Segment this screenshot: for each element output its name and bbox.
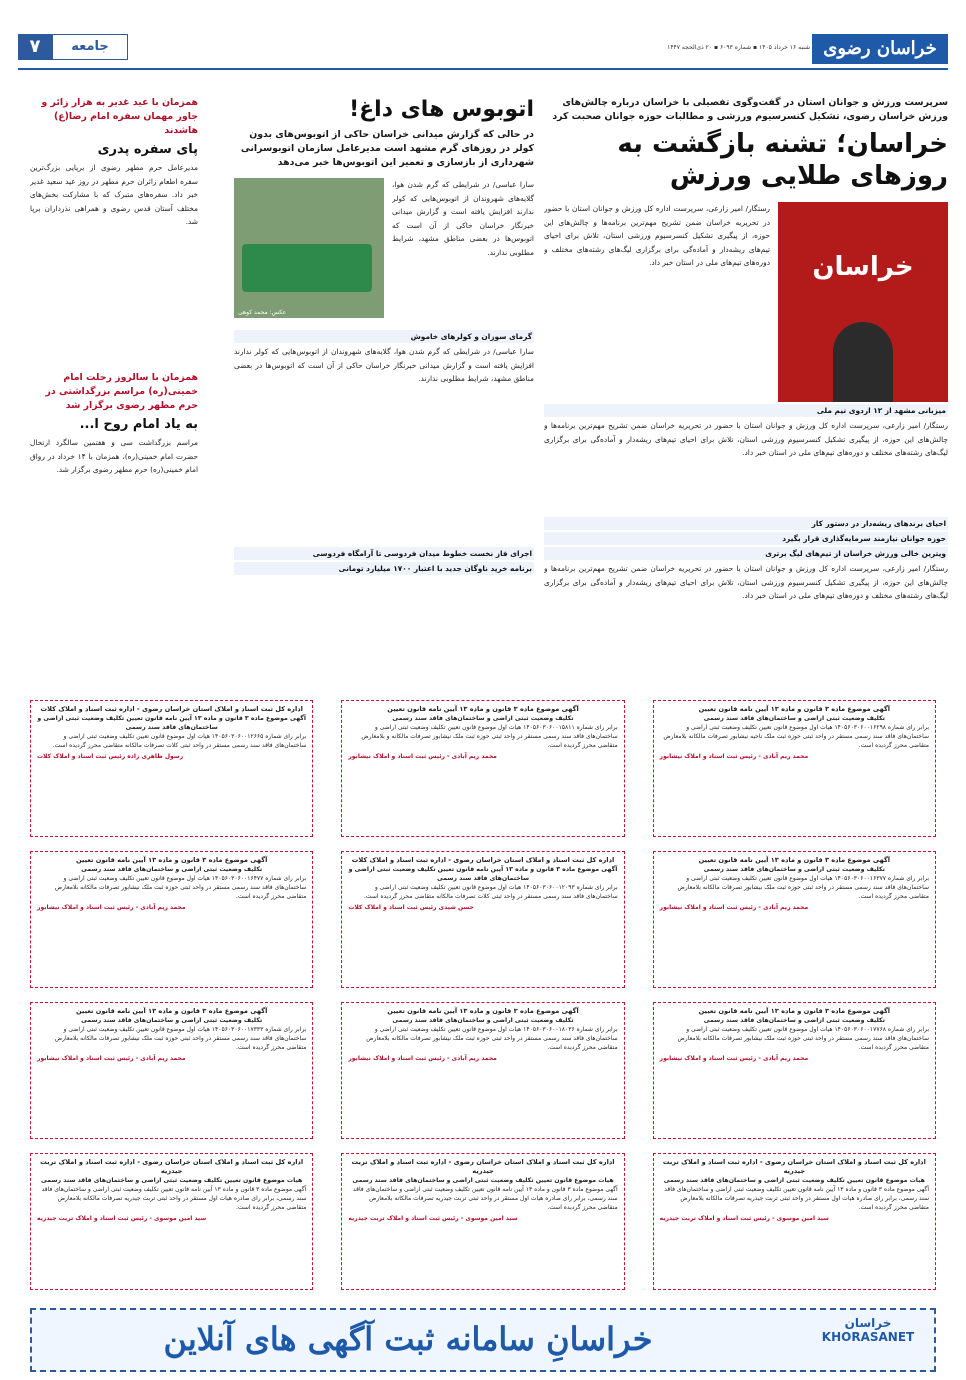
notice-subtitle: آگهی موضوع ماده ۳ قانون و ماده ۱۳ آیین نامه قانون تعیین تکلیف وضعیت ثبتی اراضی و ساختمان‌های فاقد سند رسمی	[348, 866, 618, 882]
bus-article-body-2: سارا عباسی/ در شرایطی که گرم شدن هوا، گلایه‌های شهروندان از اتوبوس‌هایی که کولر ندارند افزایش یافته است و گزارش میدانی خبرنگار خراسان حاکی از آن است که اتوبوس‌ها در بعضی مناطق مشهد، شرایط مطلوبی ندارند.	[234, 347, 534, 384]
bus-shape	[242, 244, 372, 292]
side-item1-body: مدیرعامل حرم مطهر رضوی از برپایی بزرگ‌ترین سفره اطعام زائران حرم مطهر در روز عید سعید غدیر خبر داد. سفره‌های متبرک که با مشارکت بخش‌های مختلف آستان قدس رضوی و همراهی نذرداران برپا شد.	[30, 163, 198, 227]
notice-subtitle: تکلیف وضعیت ثبتی اراضی و ساختمان‌های فاقد سند رسمی	[81, 866, 263, 873]
side-item2-body: مراسم بزرگداشت سی و هفتمین سالگرد ارتحال حضرت امام خمینی(ره)، همزمان با ۱۴ خرداد در رواق امام خمینی(ره) حرم مطهر رضوی برگزار شد.	[30, 438, 198, 475]
photo-caption: عکس: محمد کوهی	[238, 309, 287, 316]
notice-signature: محمد ریم آبادی - رئیس ثبت اسناد و املاک نیشابور	[348, 1055, 497, 1062]
notice-title: آگهی موضوع ماده ۳ قانون و ماده ۱۳ آیین نامه قانون تعیین	[75, 856, 268, 864]
notice-body: برابر رای شماره ۱۴۰۵۶۰۳۰۶۰۰۱۲۰۹۳ هیات اول موضوع قانون تعیین تکلیف وضعیت ثبتی اراضی و ساختمان‌های فاقد سند رسمی مستقر در واحد ثبتی کلات تصرفات مالکانه متقاضی محرز گردیده است.	[364, 884, 618, 900]
notice-title: اداره کل ثبت اسناد و املاک استان خراسان رضوی - اداره ثبت اسناد و املاک تربت جیدریه	[662, 1158, 926, 1175]
notice-body: برابر رای شماره ۱۴۰۵۶۰۳۰۶۰۰۱۶۲۹۸ هیات اول موضوع قانون تعیین تکلیف وضعیت ثبتی اراضی و ساختمان‌های فاقد سند رسمی مستقر در واحد ثبتی حوزه ثبت ملک ناحیه نیشابور تصرفات مالکانه بلامعارض متقاضی محرز گردیده است.	[663, 724, 929, 749]
main-subhead-2: احیای برندهای ریشه‌دار در دستور کار	[544, 517, 948, 530]
notice-title: آگهی موضوع ماده ۳ قانون و ماده ۱۳ آیین نامه قانون تعیین	[75, 1007, 268, 1015]
notice-body: برابر رای شماره ۱۴۰۵۶۰۳۰۶۰۰۱۸۰۳۶ هیات اول موضوع قانون تعیین تکلیف وضعیت ثبتی اراضی و ساختمان‌های فاقد سند رسمی مستقر در واحد ثبتی حوزه ثبت ملک نیشابور تصرفات مالکانه بلامعارض متقاضی محرز گردیده است.	[366, 1026, 618, 1051]
legal-notice[interactable]	[30, 851, 313, 988]
side-item1-kicker: همزمان با عید غدیر به هزار زائر و جاور مهمان سفره امام رضا(ع) هاشدند	[41, 97, 198, 136]
bus-subhead-1: گرمای سوزان و کولرهای خاموش	[234, 330, 534, 343]
section-badge	[18, 34, 128, 60]
notice-title: آگهی موضوع ماده ۳ قانون و ماده ۱۳ آیین نامه قانون تعیین	[698, 1007, 891, 1015]
bus-article-headline[interactable]: اتوبوس های داغ!	[349, 97, 534, 122]
main-subhead-1: میزبانی مشهد از ۱۲ اردوی تیم ملی	[544, 404, 948, 417]
legal-notice[interactable]	[341, 851, 624, 988]
legal-notice[interactable]	[341, 1002, 624, 1139]
notice-subtitle: تکلیف وضعیت ثبتی اراضی و ساختمان‌های فاقد سند رسمی	[703, 866, 885, 873]
notice-title: اداره کل ثبت اسناد و املاک استان خراسان رضوی - اداره ثبت اسناد و املاک کلات	[40, 705, 303, 713]
side-item2-kicker: همزمان با سالروز رحلت امام خمینی(ره) مراسم بزرگداشتی در حرم مطهر رضوی برگزار شد	[45, 372, 198, 411]
notice-body: آگهی موضوع ماده ۳ قانون و ماده ۱۳ آیین نامه قانون تعیین تکلیف وضعیت ثبتی اراضی و ساختمان‌های فاقد سند رسمی، برابر رای صادره هیات اول مستقر در واحد ثبتی تربت جیدریه تصرفات مالکانه بلامعارض متقاضی محرز گردیده است.	[41, 1186, 307, 1211]
banner-text: خراسانِ سامانه ثبت آگهی های آنلاین	[163, 1320, 653, 1358]
bus-subhead-2: اجرای فاز نخست خطوط میدان فردوسی تا آرامگاه فردوسی	[234, 547, 534, 560]
main-article-body-3: رستگار/ امیر زارعی، سرپرست اداره کل ورزش و جوانان استان با حضور در تحریریه خراسان ضمن تشریح مهم‌ترین برنامه‌ها و چالش‌های این حوزه، از پیگیری تشکیل کنسرسیوم ورزشی استان، تلاش برای احیای تیم‌های ریشه‌دار و آماده‌گی برای برگزاری لیگ‌های رشته‌های مختلف و دوره‌های تیم‌های ملی در استان خبر داد.	[544, 564, 948, 601]
notice-signature: سید امین موسوی - رئیس ثبت اسناد و املاک تربت جیدریه	[348, 1215, 518, 1222]
notice-subtitle: تکلیف وضعیت ثبتی اراضی و ساختمان‌های فاقد سند رسمی	[703, 715, 885, 722]
main-article-headline[interactable]: خراسان؛ تشنه بازگشت به روزهای طلایی ورزش	[617, 129, 948, 191]
page-number: ۷	[18, 34, 52, 60]
notice-body: برابر رای شماره ۱۴۰۵۶۰۳۰۶۰۰۱۷۳۳۳ هیات اول موضوع قانون تعیین تکلیف وضعیت ثبتی اراضی و ساختمان‌های فاقد سند رسمی مستقر در واحد ثبتی حوزه ثبت ملک نیشابور تصرفات مالکانه بلامعارض متقاضی محرز گردیده است.	[54, 1026, 307, 1051]
issue-line: شنبه ۱۶ خرداد ۱۴۰۵ ▪ شماره ۶۰۹۳ ▪ ۲۰ ذی‌الحجه ۱۴۴۷	[667, 44, 810, 51]
notice-title: آگهی موضوع ماده ۳ قانون و ماده ۱۳ آیین نامه قانون تعیین	[387, 1007, 579, 1015]
bus-photo	[234, 178, 384, 318]
legal-notice[interactable]	[653, 851, 936, 988]
notice-subtitle: تکلیف وضعیت ثبتی اراضی و ساختمان‌های فاقد سند رسمی	[703, 1017, 885, 1024]
side-item2-title[interactable]: به یاد امام روح ا...	[79, 417, 198, 432]
main-subhead-3: حوزه جوانان نیازمند سرمایه‌گذاری قرار بگیرد	[544, 532, 948, 545]
masthead	[18, 34, 948, 68]
main-article	[544, 96, 948, 652]
side-column	[30, 96, 198, 656]
notice-signature: سید امین موسوی - رئیس ثبت اسناد و املاک تربت جیدریه	[659, 1215, 829, 1222]
notice-subtitle: تکلیف وضعیت ثبتی اراضی و ساختمان‌های فاقد سند رسمی	[81, 1017, 263, 1024]
notice-title: آگهی موضوع ماده ۳ قانون و ماده ۱۳ آیین نامه قانون تعیین	[387, 705, 579, 713]
legal-notice[interactable]	[30, 1002, 313, 1139]
bus-subhead-3: برنامه خرید ناوگان جدید با اعتبار ۱۷۰۰ میلیارد تومانی	[234, 562, 534, 575]
notice-subtitle: آگهی موضوع ماده ۳ قانون و ماده ۱۳ آیین نامه قانون تعیین تکلیف وضعیت ثبتی اراضی و ساختمان‌های فاقد سند رسمی	[37, 715, 307, 731]
main-article-body: رستگار/ امیر زارعی، سرپرست اداره کل ورزش و جوانان استان با حضور در تحریریه خراسان ضمن تشریح مهم‌ترین برنامه‌ها و چالش‌های این حوزه، از پیگیری تشکیل کنسرسیوم ورزشی استان، تلاش برای احیای تیم‌های ریشه‌دار و آماده‌گی برای برگزاری لیگ‌های رشته‌های مختلف و دوره‌های تیم‌های ملی در استان خبر داد.	[544, 204, 770, 268]
online-ads-banner[interactable]	[30, 1308, 936, 1372]
legal-notice[interactable]	[653, 1153, 936, 1290]
notice-subtitle: تکلیف وضعیت ثبتی اراضی و ساختمان‌های فاقد سند رسمی	[392, 1017, 574, 1024]
notice-subtitle: هیات موضوع قانون تعیین تکلیف وضعیت ثبتی اراضی و ساختمان‌های فاقد سند رسمی	[663, 1177, 925, 1184]
newspaper-logo[interactable]: خراسان رضوی	[812, 34, 948, 64]
notice-title: اداره کل ثبت اسناد و املاک استان خراسان رضوی - اداره ثبت اسناد و املاک کلات	[351, 856, 615, 864]
bus-article-kicker: در حالی که گزارش میدانی خراسان حاکی از اتوبوس‌های بدون کولر در روزهای گرم مشهد است مدیرعامل سازمان اتوبوسرانی شهرداری از بازسازی و تعمیر این اتوبوس‌ها خبر می‌دهد	[240, 129, 534, 168]
khorasanet-logo: خراسان KHORASANET	[821, 1316, 915, 1344]
notice-subtitle: تکلیف وضعیت ثبتی اراضی و ساختمان‌های فاقد سند رسمی	[392, 715, 574, 722]
main-article-kicker: سرپرست ورزش و جوانان استان در گفت‌وگوی تفصیلی با خراسان درباره چالش‌های ورزش خراسان رضوی، تشکیل کنسرسیوم ورزشی و مطالبات حوزه جوانان صحبت کرد	[552, 97, 948, 122]
legal-notice[interactable]	[30, 1153, 313, 1290]
legal-notice[interactable]	[653, 700, 936, 837]
notice-signature: رسول طاهری زاده رئیس ثبت اسناد و املاک کلات	[37, 753, 184, 760]
notice-signature: محمد ریم آبادی - رئیس ثبت اسناد و املاک نیشابور	[659, 1055, 809, 1062]
notice-body: برابر رای شماره ۱۴۰۵۶۰۳۰۶۰۰۱۶۴۷۷ هیات اول موضوع قانون تعیین تکلیف وضعیت ثبتی اراضی و ساختمان‌های فاقد سند رسمی مستقر در واحد ثبتی حوزه ثبت ملک نیشابور تصرفات مالکانه بلامعارض متقاضی محرز گردیده است.	[54, 875, 307, 900]
notice-signature: محمد ریم آبادی - رئیس ثبت اسناد و املاک نیشابور	[348, 753, 497, 760]
person-figure	[833, 322, 893, 402]
notice-signature: محمد ریم آبادی - رئیس ثبت اسناد و املاک نیشابور	[37, 904, 186, 911]
notice-body: برابر رای شماره ۱۴۰۵۶۰۳۰۶۰۰۱۶۳۷۷ هیات اول موضوع قانون تعیین تکلیف وضعیت ثبتی اراضی و ساختمان‌های فاقد سند رسمی مستقر در واحد ثبتی حوزه ثبت ملک نیشابور تصرفات مالکانه بلامعارض متقاضی محرز گردیده است.	[677, 875, 929, 900]
main-article-body-2: رستگار/ امیر زارعی، سرپرست اداره کل ورزش و جوانان استان با حضور در تحریریه خراسان ضمن تشریح مهم‌ترین برنامه‌ها و چالش‌های این حوزه، از پیگیری تشکیل کنسرسیوم ورزشی استان، تلاش برای احیای تیم‌های ریشه‌دار و آماده‌گی برای برگزاری لیگ‌های رشته‌های مختلف و دوره‌های تیم‌های ملی در استان خبر داد.	[544, 421, 948, 458]
notice-title: اداره کل ثبت اسناد و املاک استان خراسان رضوی - اداره ثبت اسناد و املاک تربت جیدریه	[40, 1158, 304, 1175]
legal-notice[interactable]	[341, 700, 624, 837]
notice-signature: حسن شیدی رئیس ثبت اسناد و املاک کلات	[348, 904, 474, 911]
notice-signature: محمد ریم آبادی - رئیس ثبت اسناد و املاک نیشابور	[659, 904, 809, 911]
section-name: جامعه	[52, 34, 128, 60]
notice-body: برابر رای شماره ۱۴۰۵۶۰۳۰۶۰۰۱۲۶۶۵ هیات اول موضوع قانون تعیین تکلیف وضعیت ثبتی اراضی و ساختمان‌های فاقد سند رسمی مستقر در واحد ثبتی کلات تصرفات مالکانه متقاضی محرز گردیده است.	[52, 733, 307, 749]
notice-body: آگهی موضوع ماده ۳ قانون و ماده ۱۳ آیین نامه قانون تعیین تکلیف وضعیت ثبتی اراضی و ساختمان‌های فاقد سند رسمی، برابر رای صادره هیات اول مستقر در واحد ثبتی تربت جیدریه تصرفات مالکانه بلامعارض متقاضی محرز گردیده است.	[352, 1186, 618, 1211]
legal-notices-grid	[30, 700, 936, 1290]
notice-title: آگهی موضوع ماده ۳ قانون و ماده ۱۳ آیین نامه قانون تعیین	[698, 705, 891, 713]
notice-subtitle: هیات موضوع قانون تعیین تکلیف وضعیت ثبتی اراضی و ساختمان‌های فاقد سند رسمی	[41, 1177, 303, 1184]
notice-subtitle: هیات موضوع قانون تعیین تکلیف وضعیت ثبتی اراضی و ساختمان‌های فاقد سند رسمی	[352, 1177, 614, 1184]
notice-body: برابر رای شماره ۱۴۰۵۶۰۳۰۶۰۰۱۵۸۱۱ هیات اول موضوع قانون تعیین تکلیف وضعیت ثبتی اراضی و ساختمان‌های فاقد سند رسمی مستقر در واحد ثبتی حوزه ثبت ملک نیشابور تصرفات مالکانه و بلامعارض متقاضی محرز گردیده است.	[361, 724, 618, 749]
notice-body: آگهی موضوع ماده ۳ قانون و ماده ۱۳ آیین نامه قانون تعیین تکلیف وضعیت ثبتی اراضی و ساختمان‌های فاقد سند رسمی، برابر رای صادره هیات اول مستقر در واحد ثبتی تربت جیدریه تصرفات مالکانه بلامعارض متقاضی محرز گردیده است.	[664, 1186, 929, 1211]
notice-signature: محمد ریم آبادی - رئیس ثبت اسناد و املاک نیشابور	[37, 1055, 186, 1062]
notice-signature: سید امین موسوی - رئیس ثبت اسناد و املاک تربت جیدریه	[37, 1215, 207, 1222]
legal-notice[interactable]	[30, 700, 313, 837]
bus-article-body: سارا عباسی/ در شرایطی که گرم شدن هوا، گلایه‌های شهروندان از اتوبوس‌هایی که کولر ندارند افزایش یافته است و گزارش میدانی خبرنگار خراسان حاکی از آن است که اتوبوس‌ها در بعضی مناطق مشهد، شرایط مطلوبی ندارند.	[392, 180, 534, 257]
masthead-rule	[18, 68, 948, 70]
legal-notice[interactable]	[653, 1002, 936, 1139]
legal-notice[interactable]	[341, 1153, 624, 1290]
bus-article	[234, 96, 534, 577]
main-subhead-4: ویترین خالی ورزش خراسان از تیم‌های لیگ برتری	[544, 547, 948, 560]
notice-body: برابر رای شماره ۱۴۰۵۶۰۳۰۶۰۰۱۷۷۶۸ هیات اول موضوع قانون تعیین تکلیف وضعیت ثبتی اراضی و ساختمان‌های فاقد سند رسمی مستقر در واحد ثبتی حوزه ثبت ملک نیشابور تصرفات مالکانه بلامعارض متقاضی محرز گردیده است.	[677, 1026, 929, 1051]
notice-title: اداره کل ثبت اسناد و املاک استان خراسان رضوی - اداره ثبت اسناد و املاک تربت جیدریه	[351, 1158, 615, 1175]
photo-interview	[778, 202, 948, 402]
notice-title: آگهی موضوع ماده ۳ قانون و ماده ۱۳ آیین نامه قانون تعیین	[698, 856, 891, 864]
photo-sign: خراسان	[812, 252, 914, 282]
notice-signature: محمد ریم آبادی - رئیس ثبت اسناد و املاک نیشابور	[659, 753, 809, 760]
side-item1-title[interactable]: پای سفره پدری	[97, 142, 198, 157]
